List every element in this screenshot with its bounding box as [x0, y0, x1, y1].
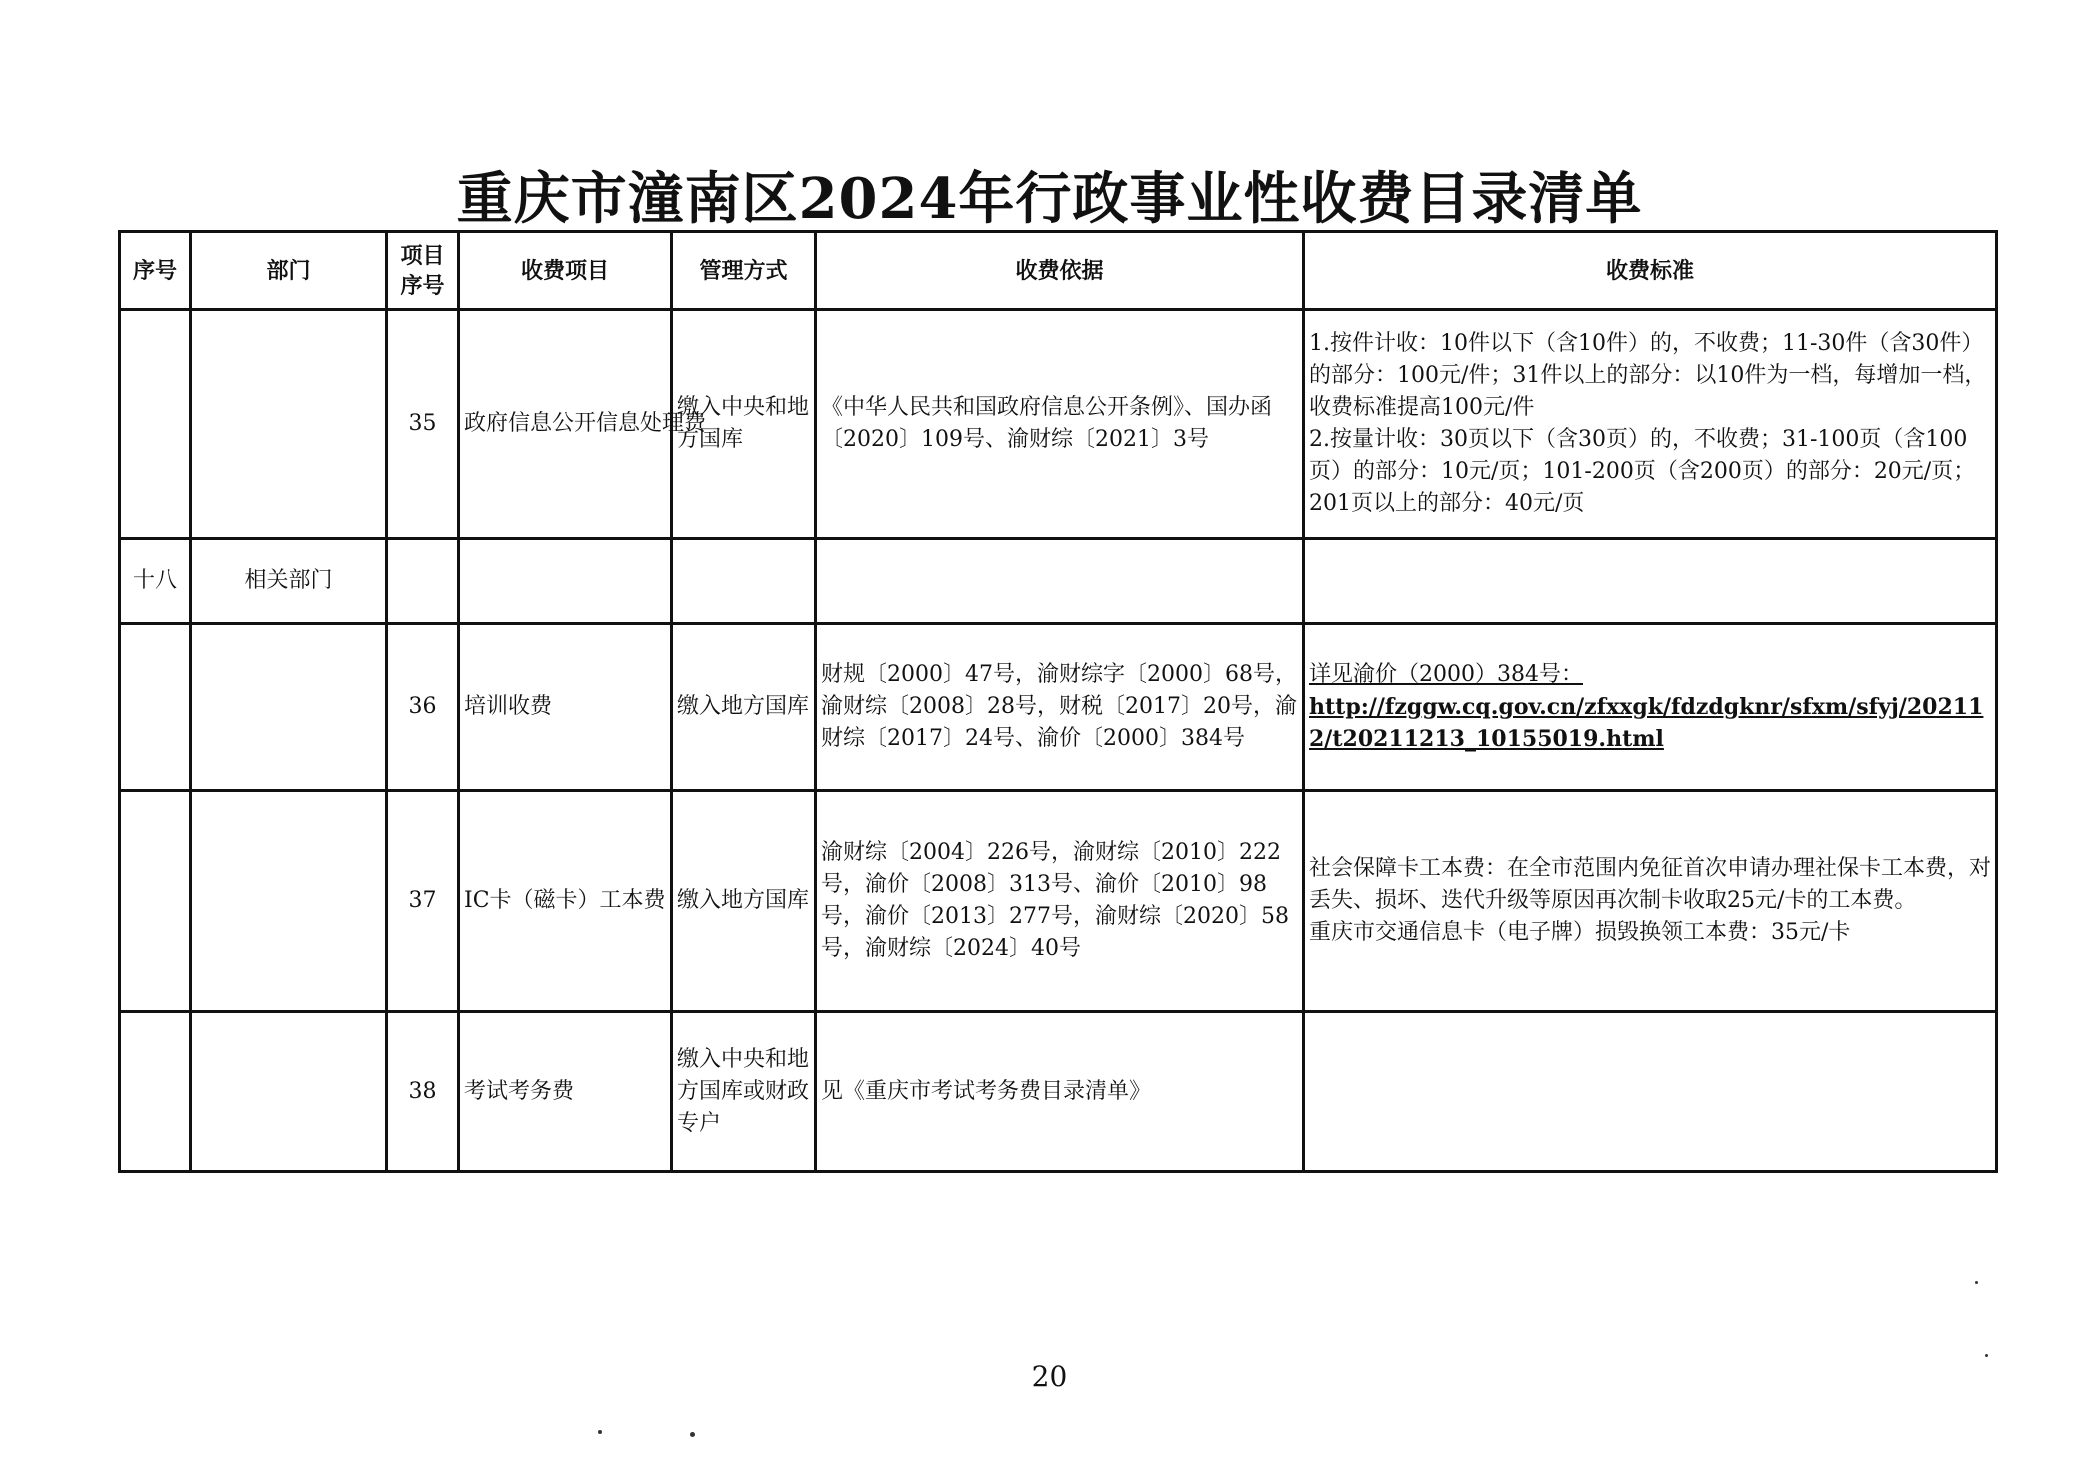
cell-basis: [816, 539, 1304, 624]
cell-mgmt: 缴入地方国库: [672, 624, 816, 791]
table-row: [120, 539, 1997, 624]
cell-standard: 社会保障卡工本费：在全市范围内免征首次申请办理社保卡工本费，对丢失、损坏、迭代升级等原因再次制卡收取25元/卡的工本费。 重庆市交通信息卡（电子牌）损毁换领工本费：35元/卡: [1304, 791, 1997, 1012]
cell-item-seq: [387, 539, 459, 624]
header-standard: 收费标准: [1304, 232, 1997, 310]
cell-dept: [191, 310, 387, 539]
cell-standard: [1304, 624, 1997, 791]
cell-mgmt: 缴入中央和地方国库或财政专户: [672, 1012, 816, 1172]
standard-reference-text: 详见渝价（2000）384号：: [1309, 662, 1583, 687]
cell-dept: 相关部门: [191, 539, 387, 624]
cell-item-seq: 38: [387, 1012, 459, 1172]
cell-basis: 见《重庆市考试考务费目录清单》: [816, 1012, 1304, 1172]
table-row: [120, 310, 1997, 539]
scan-speck: [1985, 1354, 1988, 1357]
cell-standard: 1.按件计收：10件以下（含10件）的，不收费；11-30件（含30件）的部分：100元/件；31件以上的部分：以10件为一档，每增加一档，收费标准提高100元/件 2.按量计收：30页以下（含30页）的，不收费；31-100页（含100页）的部分：10元/页；101-200页（含200页）的部分：20元/页；201页以上的部分：40元/页: [1304, 310, 1997, 539]
header-dept: 部门: [191, 232, 387, 310]
header-basis: 收费依据: [816, 232, 1304, 310]
table-row: [120, 624, 1997, 791]
cell-item: 政府信息公开信息处理费: [459, 310, 672, 539]
scan-speck: [690, 1432, 695, 1437]
header-mgmt: 管理方式: [672, 232, 816, 310]
scan-speck: [598, 1430, 602, 1434]
cell-seq: 十八: [120, 539, 191, 624]
cell-dept: [191, 791, 387, 1012]
cell-item: 考试考务费: [459, 1012, 672, 1172]
cell-seq: [120, 624, 191, 791]
header-item: 收费项目: [459, 232, 672, 310]
cell-item-seq: 36: [387, 624, 459, 791]
cell-mgmt: [672, 539, 816, 624]
table-row: [120, 791, 1997, 1012]
cell-standard: [1304, 1012, 1997, 1172]
page-number: 20: [1031, 1360, 1068, 1393]
cell-basis: 财规〔2000〕47号，渝财综字〔2000〕68号，渝财综〔2008〕28号，财税〔2017〕20号，渝财综〔2017〕24号、渝价〔2000〕384号: [816, 624, 1304, 791]
cell-standard: [1304, 539, 1997, 624]
header-item-seq-text: 项目序号: [400, 242, 445, 299]
cell-seq: [120, 1012, 191, 1172]
cell-basis: 渝财综〔2004〕226号，渝财综〔2010〕222号，渝价〔2008〕313号、渝价〔2010〕98号，渝价〔2013〕277号，渝财综〔2020〕58号，渝财综〔2024〕40号: [816, 791, 1304, 1012]
cell-dept: [191, 624, 387, 791]
fee-table: [118, 230, 1998, 1173]
cell-item-seq: 37: [387, 791, 459, 1012]
cell-mgmt: 缴入地方国库: [672, 791, 816, 1012]
cell-seq: [120, 310, 191, 539]
header-item-seq: [387, 232, 459, 310]
cell-dept: [191, 1012, 387, 1172]
table-header-row: [120, 232, 1997, 310]
cell-item: 培训收费: [459, 624, 672, 791]
header-seq: 序号: [120, 232, 191, 310]
cell-mgmt: 缴入中央和地方国库: [672, 310, 816, 539]
table-row: [120, 1012, 1997, 1172]
page-title: 重庆市潼南区2024年行政事业性收费目录清单: [456, 166, 1643, 232]
standard-reference-link[interactable]: http://fzggw.cq.gov.cn/zfxxgk/fdzdgknr/sfxm/sfyj/202112/t20211213_10155019.html: [1309, 694, 1984, 752]
cell-basis: 《中华人民共和国政府信息公开条例》、国办函〔2020〕109号、渝财综〔2021〕3号: [816, 310, 1304, 539]
cell-item: IC卡（磁卡）工本费: [459, 791, 672, 1012]
scan-speck: [1975, 1281, 1978, 1284]
cell-item-seq: 35: [387, 310, 459, 539]
cell-item: [459, 539, 672, 624]
cell-seq: [120, 791, 191, 1012]
